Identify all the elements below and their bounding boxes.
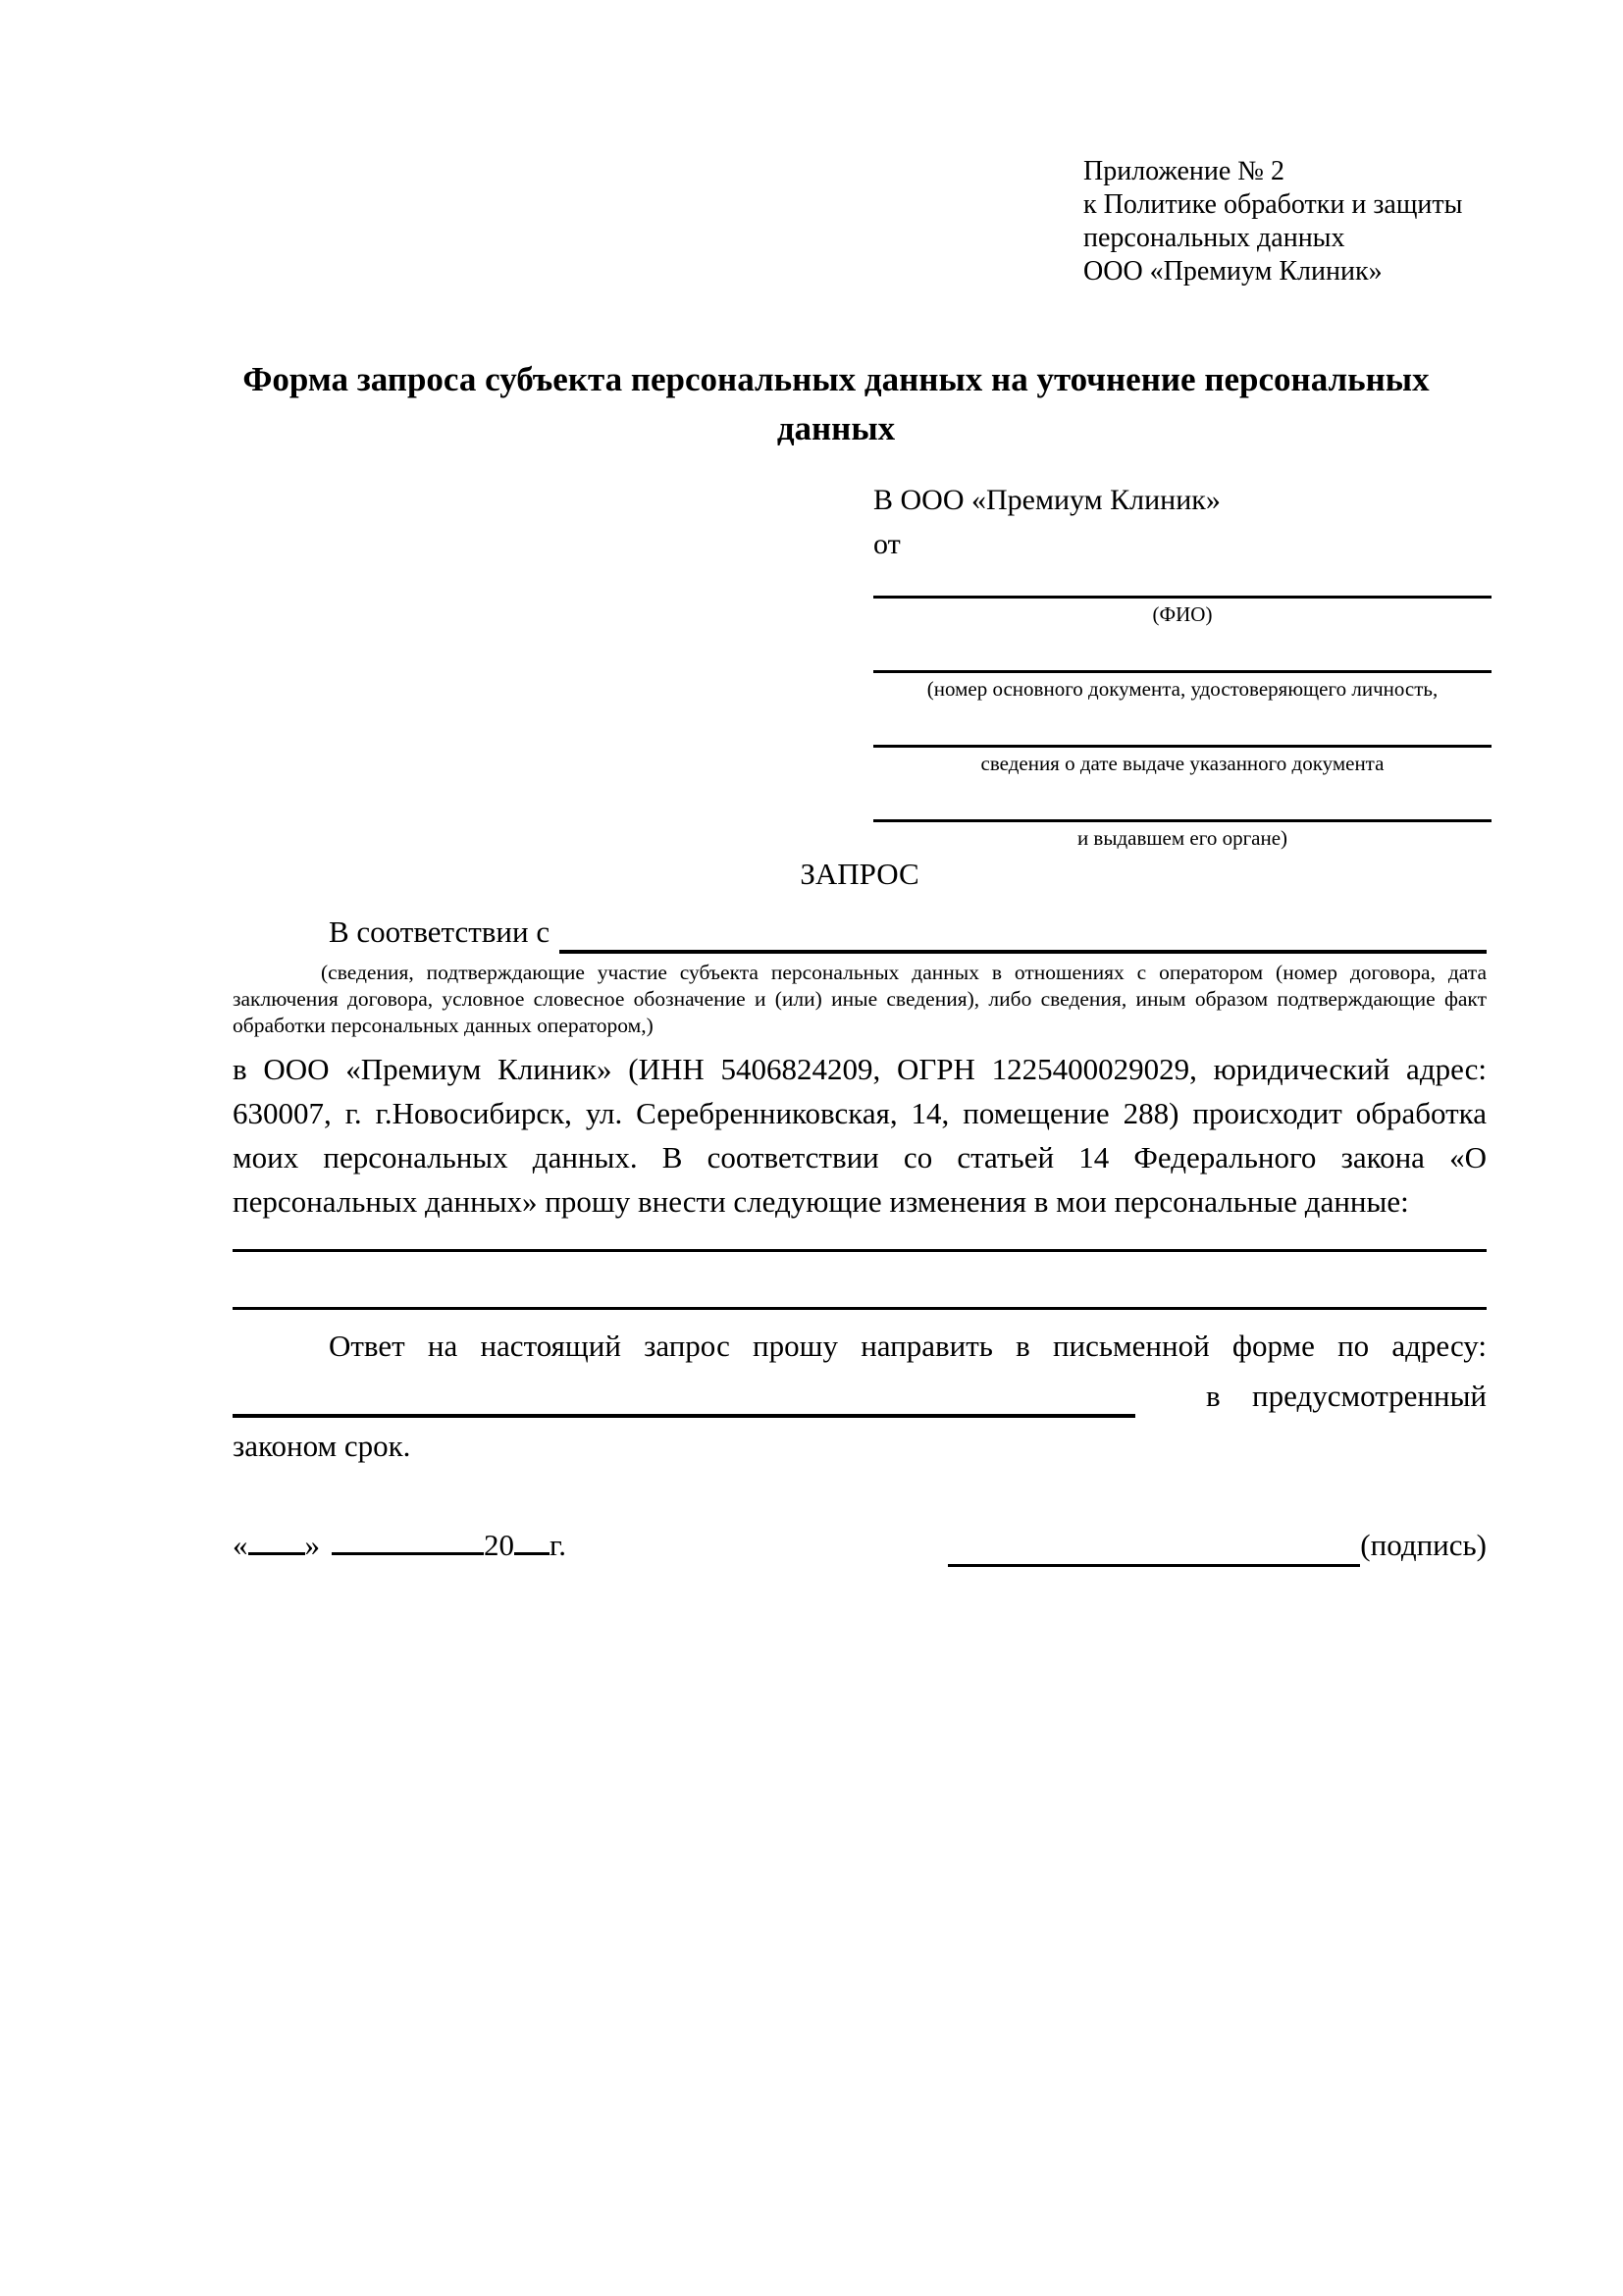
date-year-blank [514,1519,550,1555]
date-group [233,1519,566,1567]
intro-note: (сведения, подтверждающие участие субъекта персональных данных в отношениях с оператором (номер договора, дата заключения договора, условное словесное обозначение и (или) иные сведения), либо сведения, иным образом подтверждающие факт обработки персональных данных оператором,) [233,961,1487,1037]
reply-lead: Ответ на настоящий запрос прошу направить в письменной форме по адресу: [329,1329,1487,1363]
reply-word-1: в [1206,1379,1221,1413]
reply-address-line [233,1374,1487,1418]
document-number-caption: (номер основного документа, удостоверяющего личность, [926,677,1439,701]
date-month-blank [332,1519,484,1555]
issue-date-field [873,745,1492,776]
fio-caption: (ФИО) [1152,602,1213,626]
date-close-quote: » [304,1528,320,1562]
appendix-line: Приложение № 2 [1083,156,1284,186]
addressee-to: В ООО «Премиум Клиник» [873,484,1221,516]
fio-field [873,596,1492,627]
signature-group [948,1523,1487,1567]
issue-date-caption: сведения о дате выдаче указанного документа [980,752,1385,775]
changes-blank-line-1 [233,1249,1487,1252]
signature-blank-line [948,1529,1360,1567]
changes-blank-line-2 [233,1307,1487,1310]
reply-word-2: предусмотренный [1252,1379,1487,1413]
issuing-authority-caption: и выдавшем его органе) [1076,826,1288,850]
addressee-block [873,478,1492,851]
document-number-field [873,670,1492,702]
body-paragraph: в ООО «Премиум Клиник» (ИНН 5406824209, ОГРН 1225400029029, юридический адрес: 630007, г. г.Новосибирск, ул. Серебренниковская, 14, помещение 288) происходит обработка моих персональных данных. В соответствии со статьей 14 Федерального закона «О персональных данных» прошу внести следующие изменения в мои персональные данные: [233,1052,1487,1219]
intro-blank-line [559,914,1487,954]
request-heading: ЗАПРОС [800,857,919,891]
request-body [233,852,1487,1567]
date-open-quote: « [233,1528,248,1562]
date-year-prefix: 20 [484,1528,514,1562]
date-year-suffix: г. [550,1528,566,1562]
appendix-line: персональных данных [1083,223,1345,253]
reply-address-blank-line [233,1379,1135,1418]
date-signature-row [233,1519,1487,1567]
appendix-block [1083,155,1505,288]
addressee-from-label: от [873,528,901,560]
issuing-authority-field [873,819,1492,851]
intro-lead-text: В соответствии с [329,914,550,949]
reply-end: законом срок. [233,1429,411,1463]
date-day-blank [248,1519,305,1555]
document-title: Форма запроса субъекта персональных данных на уточнение персональных данных [242,360,1430,447]
intro-line [233,910,1487,954]
signature-caption: (подпись) [1360,1528,1487,1562]
appendix-line: к Политике обработки и защиты [1083,189,1463,220]
appendix-line: ООО «Премиум Клиник» [1083,256,1383,287]
